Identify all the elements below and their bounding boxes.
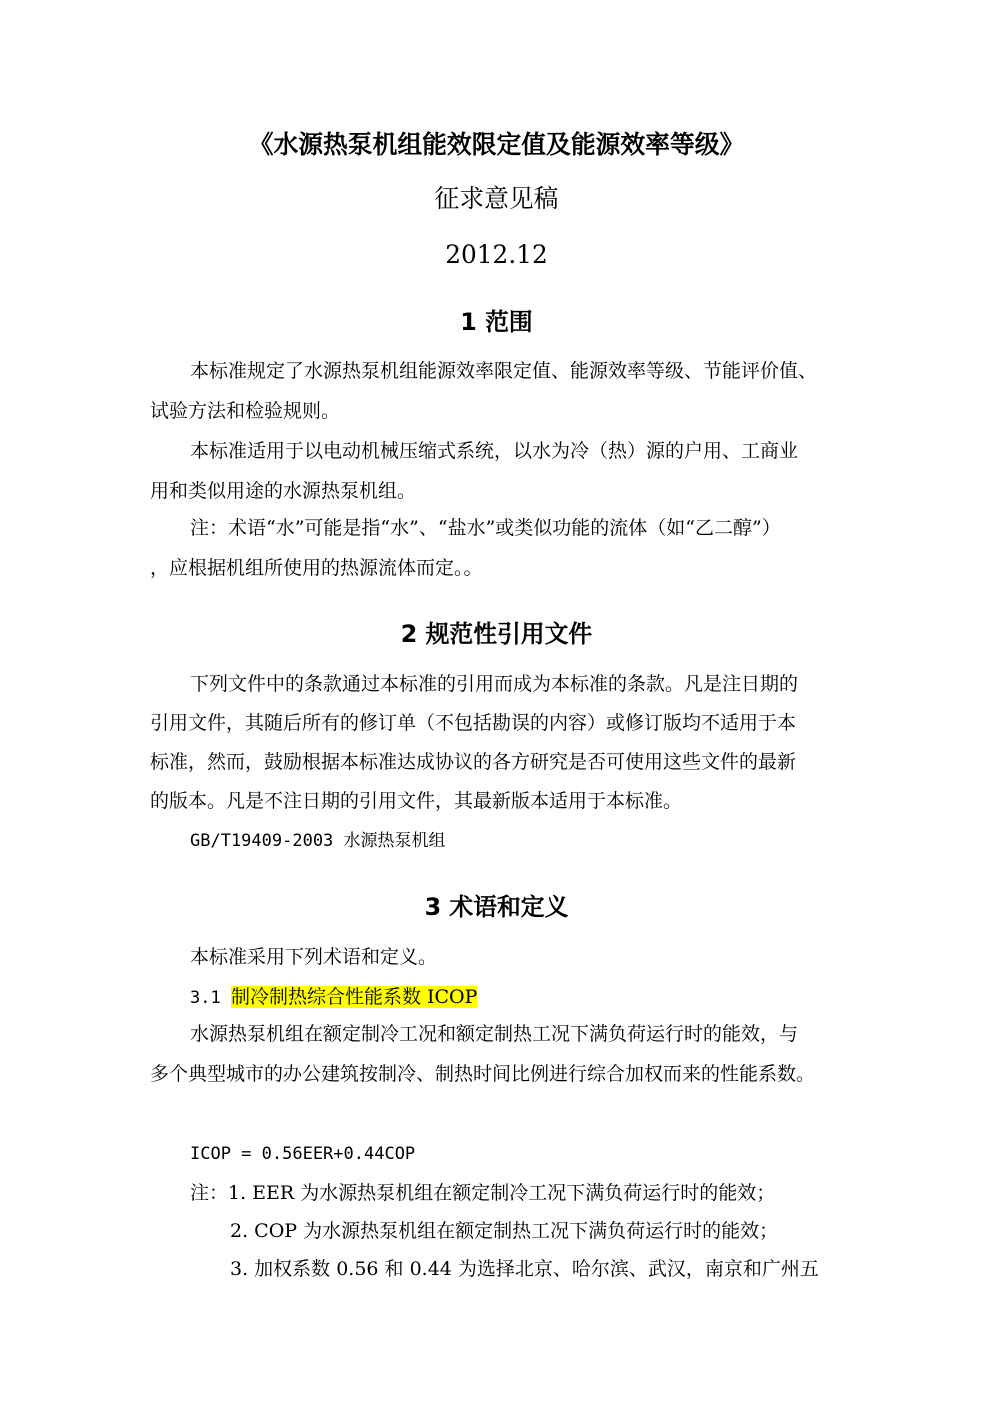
note-line: ，应根据机组所使用的热源流体而定。。 — [150, 557, 483, 579]
definition-line: 水源热泵机组在额定制冷工况和额定制热工况下满负荷运行时的能效，与 — [190, 1023, 799, 1045]
section-2-heading: 2 规范性引用文件 — [400, 620, 593, 648]
term-3-1 — [190, 984, 477, 1011]
definition-line: 多个典型城市的办公建筑按制冷、制热时间比例进行综合加权而来的性能系数。 — [150, 1063, 816, 1085]
document-title: 《水源热泵机组能效限定值及能源效率等级》 — [248, 130, 745, 159]
paragraph-line: 本标准规定了水源热泵机组能源效率限定值、能源效率等级、节能评价值、 — [190, 360, 818, 382]
reference-standard: GB/T19409-2003 水源热泵机组 — [190, 831, 446, 851]
paragraph-line: 引用文件，其随后所有的修订单（不包括勘误的内容）或修订版均不适用于本 — [150, 712, 797, 734]
paragraph-line: 的版本。凡是不注日期的引用文件，其最新版本适用于本标准。 — [150, 790, 683, 812]
paragraph-line: 本标准适用于以电动机械压缩式系统，以水为冷（热）源的户用、工商业 — [190, 440, 799, 462]
formula-note-3: 3. 加权系数 0.56 和 0.44 为选择北京、哈尔滨、武汉，南京和广州五 — [230, 1258, 819, 1280]
paragraph-line: 标准，然而，鼓励根据本标准达成协议的各方研究是否可使用这些文件的最新 — [150, 751, 797, 773]
icop-formula: ICOP = 0.56EER+0.44COP — [190, 1144, 416, 1164]
paragraph-line: 本标准采用下列术语和定义。 — [190, 946, 438, 968]
paragraph-line: 用和类似用途的水源热泵机组。 — [150, 480, 417, 502]
document-subtitle: 征求意见稿 — [434, 184, 559, 213]
formula-note-2: 2. COP 为水源热泵机组在额定制热工况下满负荷运行时的能效； — [230, 1220, 779, 1242]
paragraph-line: 下列文件中的条款通过本标准的引用而成为本标准的条款。凡是注日期的 — [190, 673, 799, 695]
formula-note-1: 注：1. EER 为水源热泵机组在额定制冷工况下满负荷运行时的能效； — [190, 1182, 776, 1204]
note-line: 注：术语“水”可能是指“水”、“盐水”或类似功能的流体（如“乙二醇”） — [190, 517, 781, 539]
section-1-heading: 1 范围 — [460, 308, 533, 336]
term-number: 3.1 — [190, 988, 231, 1008]
term-highlighted: 制冷制热综合性能系数 ICOP — [230, 986, 478, 1008]
section-3-heading: 3 术语和定义 — [424, 893, 569, 921]
document-date: 2012.12 — [445, 240, 548, 269]
paragraph-line: 试验方法和检验规则。 — [150, 400, 341, 422]
